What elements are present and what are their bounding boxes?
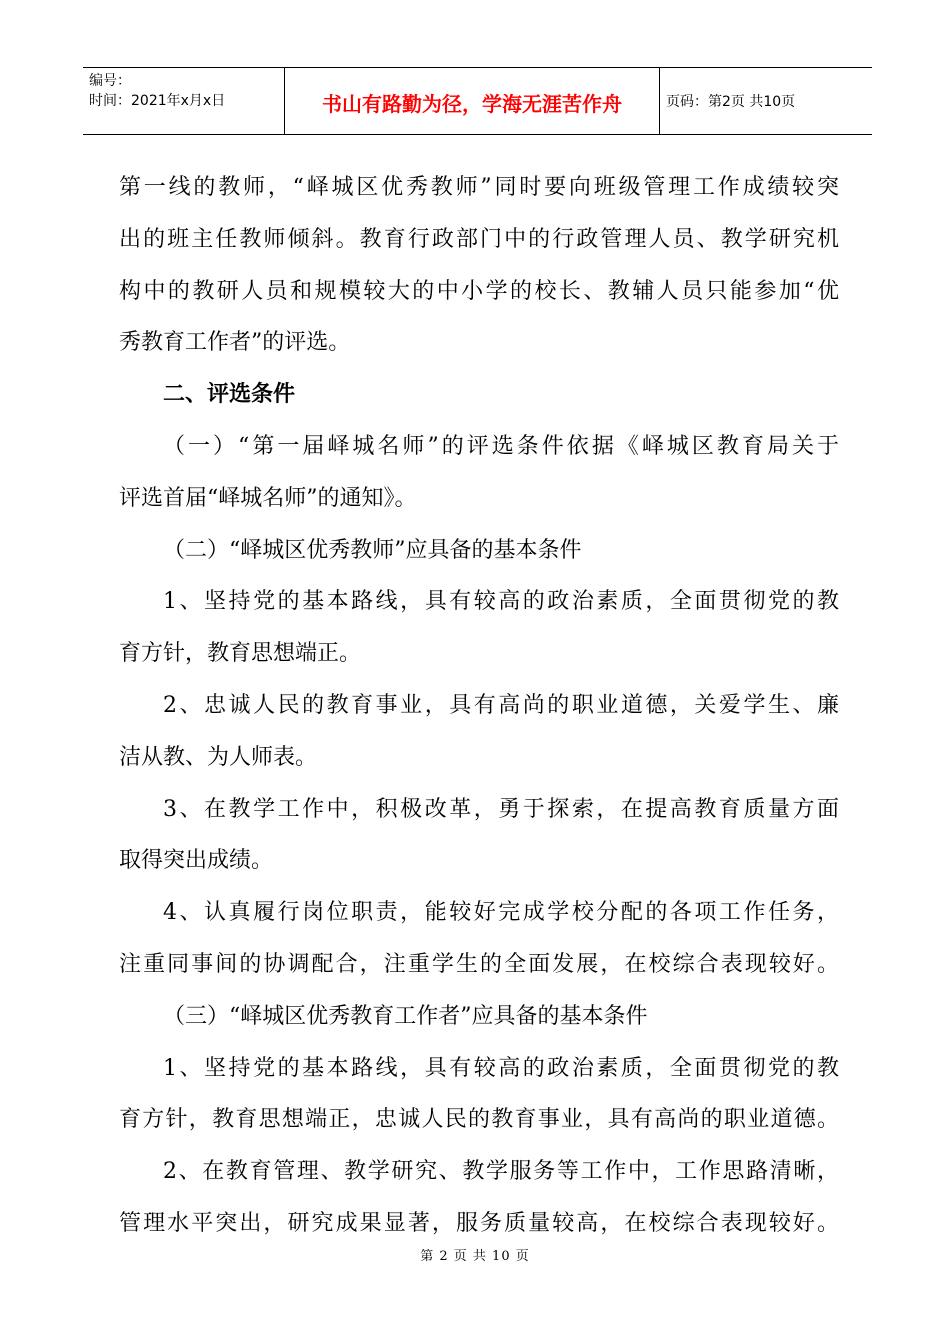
section-heading: 二、评选条件 bbox=[163, 382, 296, 408]
header-meta-cell bbox=[83, 68, 285, 134]
body-line: 秀教育工作者”的评选。 bbox=[119, 330, 351, 356]
body-line: 评选首届“峄城名师”的通知》。 bbox=[119, 485, 417, 511]
page-footer: 第 2 页 共 10 页 bbox=[420, 1249, 530, 1264]
body-line: 取得突出成绩。 bbox=[119, 848, 274, 874]
document-body bbox=[119, 162, 839, 1250]
body-line: 2、在教育管理、教学研究、教学服务等工作中，工作思路清晰， bbox=[163, 1159, 839, 1185]
body-line: 构中的教研人员和规模较大的中小学的校长、教辅人员只能参加“优 bbox=[119, 278, 839, 304]
subsection-heading: （二）“峄城区优秀教师”应具备的基本条件 bbox=[163, 537, 582, 563]
body-line: 1、坚持党的基本路线，具有较高的政治素质，全面贯彻党的教 bbox=[163, 589, 839, 615]
body-line: 第一线的教师，“峄城区优秀教师”同时要向班级管理工作成绩较突 bbox=[119, 175, 839, 200]
header-page-info: 页码：第2页 共10页 bbox=[666, 94, 796, 110]
body-line: （一）“第一届峄城名师”的评选条件依据《峄城区教育局关于 bbox=[163, 433, 839, 459]
document-number-label: 编号： bbox=[89, 73, 131, 89]
body-line: 2、忠诚人民的教育事业，具有高尚的职业道德，关爱学生、廉 bbox=[163, 692, 839, 718]
body-line: 1、坚持党的基本路线，具有较高的政治素质，全面贯彻党的教 bbox=[163, 1055, 839, 1081]
body-line: 育方针，教育思想端正。 bbox=[119, 641, 362, 667]
body-line: 洁从教、为人师表。 bbox=[119, 744, 318, 770]
body-line: 管理水平突出，研究成果显著，服务质量较高，在校综合表现较好。 bbox=[119, 1210, 839, 1236]
header-page-cell bbox=[660, 68, 872, 134]
body-line: 育方针，教育思想端正，忠诚人民的教育事业，具有高尚的职业道德。 bbox=[119, 1107, 839, 1133]
body-line: 3、在教学工作中，积极改革，勇于探索，在提高教育质量方面 bbox=[163, 796, 839, 822]
header-motto: 书山有路勤为径，学海无涯苦作舟 bbox=[322, 91, 622, 116]
subsection-heading: （三）“峄城区优秀教育工作者”应具备的基本条件 bbox=[163, 1003, 648, 1029]
body-line: 出的班主任教师倾斜。教育行政部门中的行政管理人员、教学研究机 bbox=[119, 226, 839, 252]
body-line: 4、认真履行岗位职责，能较好完成学校分配的各项工作任务， bbox=[163, 900, 839, 926]
body-line: 注重同事间的协调配合，注重学生的全面发展，在校综合表现较好。 bbox=[119, 951, 839, 977]
document-header bbox=[83, 67, 872, 135]
document-time-label: 时间：2021年x月x日 bbox=[89, 93, 226, 109]
header-motto-cell bbox=[285, 68, 660, 134]
